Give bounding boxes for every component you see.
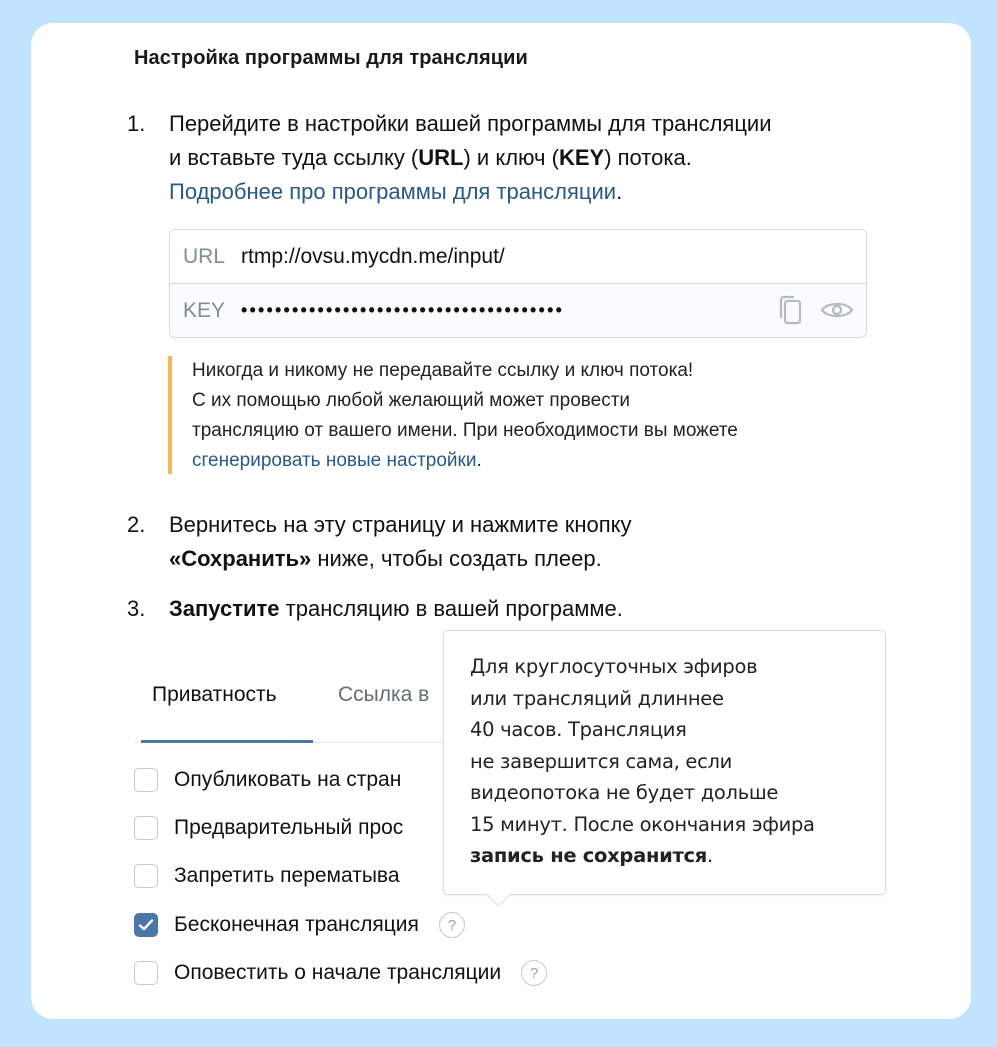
key-label: KEY xyxy=(183,298,226,322)
checkmark-icon xyxy=(138,918,154,932)
endless-stream-tooltip: Для круглосуточных эфиров или трансляций длиннее 40 часов. Трансляция не завершится сама, если видеопотока не будет дольше 15 минут. После окончания эфира запись не сохранится. xyxy=(443,630,886,895)
tab-privacy[interactable]: Приватность xyxy=(152,683,277,706)
checkbox[interactable] xyxy=(134,768,158,792)
tooltip-arrow xyxy=(486,882,510,906)
step-number: 3. xyxy=(127,596,146,621)
step-text: Перейдите в настройки вашей программы для трансляции xyxy=(169,111,772,136)
regenerate-settings-link[interactable]: сгенерировать новые настройки xyxy=(192,450,477,471)
help-icon[interactable]: ? xyxy=(439,912,465,938)
step-text: Запустите трансляцию в вашей программе. xyxy=(169,596,623,621)
checkbox-preview[interactable]: Предварительный прос xyxy=(134,816,403,840)
tab-link[interactable]: Ссылка в xyxy=(338,683,430,706)
checkbox-checked[interactable] xyxy=(134,913,158,937)
key-field[interactable]: •••••••••••••••••••••••••••••••••••••• xyxy=(241,300,565,320)
checkbox-publish[interactable]: Опубликовать на стран xyxy=(134,768,401,792)
step-text: «Сохранить» ниже, чтобы создать плеер. xyxy=(169,546,602,571)
step-text: и вставьте туда ссылку (URL) и ключ (KEY) потока. xyxy=(169,145,692,170)
copy-icon[interactable] xyxy=(776,294,806,331)
checkbox-notify-start[interactable]: Оповестить о начале трансляции ? xyxy=(134,960,547,986)
section-title: Настройка программы для трансляции xyxy=(134,47,528,69)
security-warning: Никогда и никому не передавайте ссылку и ключ потока! С их помощью любой желающий может провести трансляцию от вашего имени. При необходимости вы можете сгенерировать новые настройки. xyxy=(168,356,878,474)
url-row xyxy=(170,230,866,284)
checkbox[interactable] xyxy=(134,816,158,840)
stream-credentials xyxy=(169,229,867,338)
step-number: 1. xyxy=(127,111,146,136)
url-label: URL xyxy=(183,244,226,268)
checkbox-disable-seek[interactable]: Запретить перематыва xyxy=(134,864,400,888)
checkbox[interactable] xyxy=(134,961,158,985)
checkbox-endless-stream[interactable]: Бесконечная трансляция ? xyxy=(134,912,465,938)
help-icon[interactable]: ? xyxy=(521,960,547,986)
streaming-software-help-link[interactable]: Подробнее про программы для трансляции xyxy=(169,179,617,204)
eye-icon[interactable] xyxy=(820,299,854,326)
stream-settings-card: Настройка программы для трансляции 1. Перейдите в настройки вашей программы для трансляции и вставьте туда ссылку (URL) и ключ (KEY) потока. Подробнее про программы для трансляции. URL rtmp://ovsu.mycdn.me/input/ KEY •••••••••••••••••••••••••••••••••••••• Никогда и никому не передавайте ссылку и ключ потока! С их помощью любой желающий может провести трансляцию от вашего имени. При необходимости вы можете сгенерировать новые настройки. 2. Вернитесь на эту страницу и нажмите кнопку «Сохранить» ниже, чтобы создать плеер. 3. Запустите трансляцию в вашей программе. Приватность Ссылка в Опубликовать на стран Предварительный прос Запретить перематыва Бесконечная трансляция ? Оповестить о начале трансляции ? Для круглосуточных эфиров или трансляций длиннее 40 часов. Трансляция не завершится сама, если видеопотока не будет дольше 15 минут. После окончания эфира запись не сохранится. xyxy=(31,23,971,1019)
step-number: 2. xyxy=(127,512,146,537)
checkbox[interactable] xyxy=(134,864,158,888)
active-tab-indicator xyxy=(141,740,313,743)
url-field[interactable]: rtmp://ovsu.mycdn.me/input/ xyxy=(241,244,505,268)
step-text: Вернитесь на эту страницу и нажмите кнопку xyxy=(169,512,632,537)
key-row xyxy=(170,284,866,337)
